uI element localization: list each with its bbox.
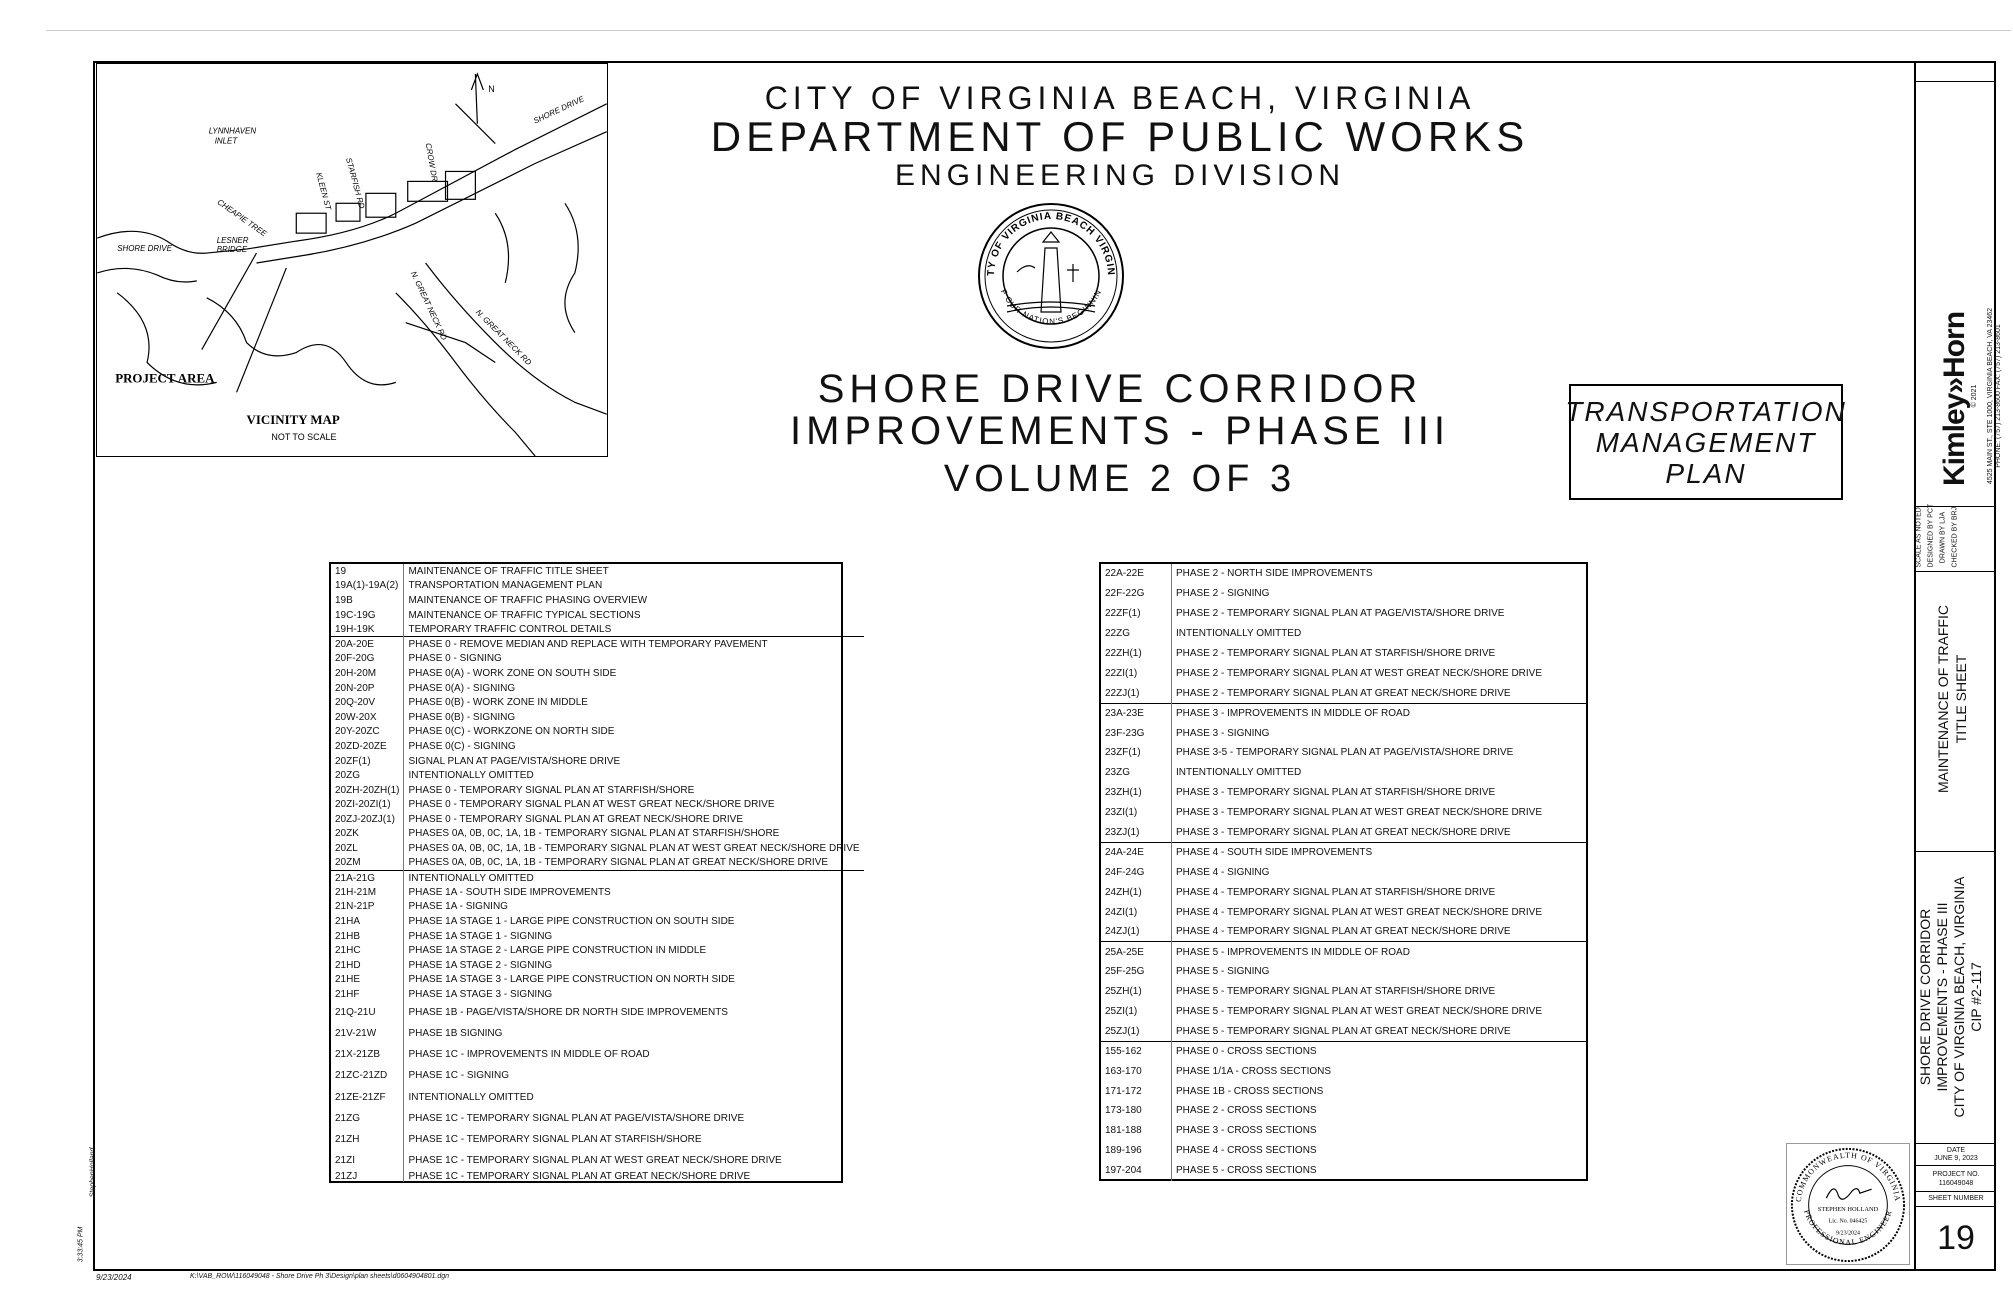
- sheet-description-cell: PHASE 1A STAGE 2 - SIGNING: [408, 959, 553, 971]
- table-row: [331, 710, 864, 725]
- sheet-description-cell: PHASE 2 - SIGNING: [1176, 588, 1270, 600]
- table-row: [1101, 1081, 1586, 1101]
- sheet-description-cell: PHASE 1C - TEMPORARY SIGNAL PLAN AT GREAT NECK/SHORE DRIVE: [408, 1171, 751, 1183]
- firm-address: 4525 MAIN ST., STE 1000, VIRGINIA BEACH, VA 23462: [1987, 307, 1994, 485]
- project-area-label: PROJECT AREA: [115, 370, 215, 386]
- sheet-number-cell: 19A(1)-19A(2): [331, 579, 404, 594]
- project-title-line2: IMPROVEMENTS - PHASE III: [789, 409, 1451, 453]
- sheet-number-cell: 23ZF(1): [1101, 743, 1172, 763]
- table-row: [1101, 942, 1586, 962]
- sheet-number-cell: 21V-21W: [331, 1023, 404, 1044]
- sheet-number-cell: 21HF: [331, 987, 404, 1002]
- tmp-line3: PLAN: [1665, 457, 1747, 489]
- table-row: [1101, 763, 1586, 783]
- table-row: [331, 885, 864, 900]
- sheet-number-cell: 19B: [331, 593, 404, 608]
- checked-by: CHECKED BY BRJ: [1951, 506, 1959, 568]
- table-row: [331, 593, 864, 608]
- sheet-number-cell: 23ZH(1): [1101, 783, 1172, 803]
- sheet-description-cell: PHASE 5 - IMPROVEMENTS IN MIDDLE OF ROAD: [1172, 942, 1587, 962]
- sheet-description-cell: PHASE 3 - TEMPORARY SIGNAL PLAN AT STARFISH/SHORE DRIVE: [1176, 787, 1496, 799]
- sheet-description-cell: PHASE 3 - SIGNING: [1176, 727, 1270, 739]
- sheet-description-cell: PHASE 1B SIGNING: [408, 1028, 503, 1040]
- table-row: [331, 637, 864, 652]
- sheet-number-cell: 20ZJ-20ZJ(1): [331, 812, 404, 827]
- sheet-number-cell: 23ZG: [1101, 763, 1172, 783]
- sheet-number-cell: 23ZJ(1): [1101, 823, 1172, 843]
- sheet-number-cell: 20ZL: [331, 841, 404, 856]
- table-row: [1101, 1101, 1586, 1121]
- table-row: [331, 783, 864, 798]
- vicinity-map-drawing: [97, 64, 607, 456]
- sheet-description-cell: PHASE 2 - CROSS SECTIONS: [1176, 1105, 1317, 1117]
- sheet-description-cell: PHASE 1A STAGE 2 - LARGE PIPE CONSTRUCTION IN MIDDLE: [408, 945, 707, 957]
- sheet-number-cell: 20ZG: [331, 768, 404, 783]
- table-row: [331, 1087, 864, 1108]
- table-row: [1101, 982, 1586, 1002]
- sheet-number-cell: 21H-21M: [331, 885, 404, 900]
- table-row: [1101, 584, 1586, 604]
- sheet-description-cell: MAINTENANCE OF TRAFFIC TYPICAL SECTIONS: [408, 609, 641, 621]
- sheet-description-cell: PHASE 3 - TEMPORARY SIGNAL PLAN AT GREAT NECK/SHORE DRIVE: [1176, 826, 1511, 838]
- footer-file-path: K:\VAB_ROW\116049048 - Shore Drive Ph 3\Design\plan sheets\d0604904801.dgn: [190, 1273, 450, 1280]
- sheet-index-left: [329, 562, 860, 1183]
- sheet-description-cell: PHASE 0 - REMOVE MEDIAN AND REPLACE WITH TEMPORARY PAVEMENT: [404, 637, 864, 652]
- sheet-description-cell: PHASE 0(B) - WORK ZONE IN MIDDLE: [408, 697, 588, 709]
- table-row: [1101, 703, 1586, 723]
- sheet-number-cell: 21Q-21U: [331, 1002, 404, 1023]
- sheet-description-cell: PHASES 0A, 0B, 0C, 1A, 1B - TEMPORARY SIGNAL PLAN AT GREAT NECK/SHORE DRIVE: [408, 857, 829, 869]
- sheet-number-cell: 21ZG: [331, 1108, 404, 1129]
- sheet-description-cell: INTENTIONALLY OMITTED: [1176, 767, 1302, 779]
- map-label-kleen: KLEEN ST: [314, 171, 333, 212]
- sheet-description-cell: INTENTIONALLY OMITTED: [1176, 628, 1302, 640]
- scale-label: SCALE AS NOTED: [1915, 507, 1923, 568]
- sheet-description-cell: PHASE 4 - SOUTH SIDE IMPROVEMENTS: [1172, 842, 1587, 862]
- sheet-description-cell: PHASE 1A STAGE 1 - SIGNING: [408, 930, 553, 942]
- sheet-description-cell: PHASE 0(C) - WORKZONE ON NORTH SIDE: [408, 726, 615, 738]
- sheet-description-cell: PHASE 1C - TEMPORARY SIGNAL PLAN AT WEST GREAT NECK/SHORE DRIVE: [408, 1155, 782, 1167]
- sheet-description-cell: PHASE 1A STAGE 3 - LARGE PIPE CONSTRUCTION ON NORTH SIDE: [408, 974, 735, 986]
- sheet-number-cell: 21ZJ: [331, 1171, 404, 1182]
- pe-seal-lic: Lic. No. 046425: [1828, 1218, 1868, 1225]
- table-row: [1101, 723, 1586, 743]
- sheet-description-cell: PHASE 0 - TEMPORARY SIGNAL PLAN AT GREAT NECK/SHORE DRIVE: [408, 813, 744, 825]
- sheet-description-cell: PHASE 3 - IMPROVEMENTS IN MIDDLE OF ROAD: [1172, 703, 1587, 723]
- tb-project-line4: CIP #2-117: [1968, 962, 1984, 1032]
- table-row: [331, 579, 864, 594]
- sheet-number-cell: 19H-19K: [331, 622, 404, 637]
- sheet-number-cell: 21HC: [331, 943, 404, 958]
- sheet-index-right-table: [1101, 564, 1586, 1181]
- svg-text:PROFESSIONAL ENGINEER: [1802, 1209, 1894, 1247]
- table-row: [1101, 922, 1586, 942]
- sheet-number-cell: 25ZI(1): [1101, 1002, 1172, 1022]
- sheet-description-cell: PHASES 0A, 0B, 0C, 1A, 1B - TEMPORARY SIGNAL PLAN AT STARFISH/SHORE: [408, 828, 780, 840]
- table-row: [1101, 902, 1586, 922]
- tb-project-line1: SHORE DRIVE CORRIDOR: [1917, 908, 1933, 1086]
- sheet-number-cell: 20ZK: [331, 827, 404, 842]
- sheet-title-line2: TITLE SHEET: [1953, 654, 1969, 744]
- map-label-shore-drive-east: SHORE DRIVE: [532, 94, 586, 126]
- table-row: [331, 1023, 864, 1044]
- tmp-line2: MANAGEMENT: [1595, 426, 1817, 458]
- footer-date: 9/23/2024: [96, 1273, 132, 1282]
- table-row: [1101, 663, 1586, 683]
- sheet-number-cell: 20W-20X: [331, 710, 404, 725]
- sheet-number-cell: 21HB: [331, 929, 404, 944]
- table-row: [1101, 823, 1586, 843]
- table-row: [331, 943, 864, 958]
- firm-copyright: © 2021: [1971, 384, 1978, 408]
- side-time: 3:33:45 PM: [77, 1226, 85, 1263]
- sheet-number-cell: 171-172: [1101, 1081, 1172, 1101]
- sheet-number-cell: 21ZH: [331, 1129, 404, 1150]
- sheet-number-cell: 20F-20G: [331, 652, 404, 667]
- north-arrow-label: N: [488, 83, 495, 94]
- project-no-label: PROJECT NO.: [1932, 1171, 1980, 1178]
- table-row: [1101, 1002, 1586, 1022]
- table-row: [331, 798, 864, 813]
- sheet-number-cell: 197-204: [1101, 1161, 1172, 1181]
- table-row: [331, 856, 864, 871]
- date-label: DATE: [1946, 1147, 1966, 1154]
- map-label-cheapie: CHEAPIE TREE: [215, 197, 269, 239]
- sheet-description-cell: PHASE 1A - SIGNING: [408, 901, 508, 913]
- professional-engineer-seal: [1786, 1143, 1910, 1265]
- sheet-description-cell: PHASE 1A STAGE 1 - LARGE PIPE CONSTRUCTION ON SOUTH SIDE: [408, 916, 735, 928]
- map-label-bridge: BRIDGE: [216, 245, 248, 255]
- sheet-number-cell: 22ZG: [1101, 624, 1172, 644]
- sheet-description-cell: PHASE 1B - CROSS SECTIONS: [1176, 1085, 1324, 1097]
- sheet-number-cell: 24F-24G: [1101, 862, 1172, 882]
- sheet-description-cell: TRANSPORTATION MANAGEMENT PLAN: [408, 580, 603, 592]
- sheet-number-cell: 20ZF(1): [331, 754, 404, 769]
- sheet-number-cell: 22ZF(1): [1101, 604, 1172, 624]
- table-row: [1101, 624, 1586, 644]
- sheet-description-cell: PHASE 1C - TEMPORARY SIGNAL PLAN AT PAGE/VISTA/SHORE DRIVE: [408, 1112, 745, 1124]
- sheet-number-cell: 22ZI(1): [1101, 663, 1172, 683]
- vicinity-map: [96, 63, 608, 457]
- sheet-number: 19: [1937, 1219, 1975, 1257]
- city-seal-top-text: TY OF VIRGINIA BEACH VIRGIN: [985, 210, 1117, 277]
- sheet-description-cell: PHASE 5 - CROSS SECTIONS: [1176, 1165, 1317, 1177]
- table-row: [1101, 1061, 1586, 1081]
- sheet-description-cell: PHASE 0(A) - WORK ZONE ON SOUTH SIDE: [408, 667, 617, 679]
- city-seal-bottom-text: F OUR NATION'S BEGINNIN: [998, 287, 1104, 327]
- designed-by: DESIGNED BY PCT: [1927, 503, 1935, 568]
- sheet-description-cell: PHASE 0(B) - SIGNING: [408, 711, 516, 723]
- sheet-description-cell: PHASE 3 - CROSS SECTIONS: [1176, 1125, 1317, 1137]
- sheet-description-cell: PHASE 5 - TEMPORARY SIGNAL PLAN AT WEST GREAT NECK/SHORE DRIVE: [1176, 1006, 1543, 1018]
- sheet-description-cell: PHASE 3 - TEMPORARY SIGNAL PLAN AT WEST GREAT NECK/SHORE DRIVE: [1176, 807, 1543, 819]
- sheet-description-cell: SIGNAL PLAN AT PAGE/VISTA/SHORE DRIVE: [408, 755, 621, 767]
- pe-seal-ring-bottom: PROFESSIONAL ENGINEER: [1802, 1208, 1894, 1247]
- table-row: [1101, 1041, 1586, 1061]
- map-label-lynnhaven: LYNNHAVEN: [208, 126, 257, 136]
- table-row: [331, 841, 864, 856]
- table-row: [1101, 743, 1586, 763]
- sheet-description-cell: PHASE 0 - SIGNING: [408, 653, 502, 665]
- sheet-description-cell: PHASE 1C - SIGNING: [408, 1070, 510, 1082]
- table-row: [1101, 604, 1586, 624]
- pe-seal-name: STEPHEN HOLLAND: [1817, 1205, 1879, 1213]
- sheet-description-cell: INTENTIONALLY OMITTED: [404, 870, 864, 885]
- table-row: [1101, 1121, 1586, 1141]
- table-row: [1101, 644, 1586, 664]
- sheet-description-cell: PHASE 1C - IMPROVEMENTS IN MIDDLE OF ROAD: [408, 1049, 650, 1061]
- sheet-number-label: SHEET NUMBER: [1928, 1195, 1984, 1202]
- sheet-title-line1: MAINTENANCE OF TRAFFIC: [1935, 605, 1951, 793]
- sheet-number-cell: 21ZI: [331, 1150, 404, 1171]
- sheet-number-cell: 22A-22E: [1101, 564, 1172, 584]
- svg-text:CITY OF VIRGINIA BEACH VIRGINI: [977, 202, 1116, 276]
- sheet-description-cell: PHASE 0(A) - SIGNING: [408, 682, 516, 694]
- sheet-number-cell: 22ZH(1): [1101, 644, 1172, 664]
- table-row: [331, 1044, 864, 1065]
- sheet-number-cell: 20N-20P: [331, 681, 404, 696]
- sheet-description-cell: PHASE 1C - TEMPORARY SIGNAL PLAN AT STARFISH/SHORE: [408, 1134, 702, 1146]
- sheet-description-cell: TEMPORARY TRAFFIC CONTROL DETAILS: [408, 623, 612, 635]
- map-label-great-neck-north: N. GREAT NECK RD: [408, 269, 449, 342]
- map-label-starfish: STARFISH RD: [344, 156, 367, 210]
- city-seal-icon: [977, 202, 1125, 350]
- sheet-number-cell: 155-162: [1101, 1041, 1172, 1061]
- sheet-description-cell: PHASE 4 - SIGNING: [1176, 866, 1270, 878]
- sheet-number-cell: 21X-21ZB: [331, 1044, 404, 1065]
- sheet-number-cell: 173-180: [1101, 1101, 1172, 1121]
- vicinity-map-title: VICINITY MAP: [246, 412, 340, 428]
- sheet-index-left-table: [331, 564, 864, 1182]
- map-label-great-neck: N. GREAT NECK RD: [473, 307, 534, 368]
- sheet-number-cell: 20ZM: [331, 856, 404, 871]
- signature-mark: [1826, 1189, 1871, 1200]
- sheet-description-cell: PHASE 2 - TEMPORARY SIGNAL PLAN AT WEST GREAT NECK/SHORE DRIVE: [1176, 667, 1543, 679]
- sheet-number-cell: 21ZE-21ZF: [331, 1087, 404, 1108]
- title-block: [1914, 61, 2002, 1271]
- map-label-inlet: INLET: [214, 136, 238, 146]
- side-user: StephenHolland: [89, 1147, 97, 1198]
- sheet-number-cell: 181-188: [1101, 1121, 1172, 1141]
- sheet-number-cell: 20Y-20ZC: [331, 725, 404, 740]
- table-row: [331, 914, 864, 929]
- sheet-description-cell: PHASE 5 - SIGNING: [1176, 966, 1270, 978]
- sheet-number-cell: 23F-23G: [1101, 723, 1172, 743]
- sheet-description-cell: PHASE 1A STAGE 3 - SIGNING: [408, 989, 553, 1001]
- sheet-description-cell: PHASE 0 - TEMPORARY SIGNAL PLAN AT STARFISH/SHORE: [408, 784, 695, 796]
- sheet-description-cell: PHASES 0A, 0B, 0C, 1A, 1B - TEMPORARY SIGNAL PLAN AT WEST GREAT NECK/SHORE DRIVE: [408, 843, 860, 855]
- project-title-line1: SHORE DRIVE CORRIDOR: [817, 367, 1423, 411]
- sheet-description-cell: PHASE 0(C) - SIGNING: [408, 740, 516, 752]
- table-row: [331, 987, 864, 1002]
- table-row: [331, 666, 864, 681]
- vicinity-map-subtitle: NOT TO SCALE: [271, 432, 337, 443]
- sheet-number-cell: 24ZJ(1): [1101, 922, 1172, 942]
- header-department: DEPARTMENT OF PUBLIC WORKS: [710, 113, 1530, 160]
- table-row: [331, 900, 864, 915]
- table-row: [1101, 962, 1586, 982]
- table-row: [1101, 1141, 1586, 1161]
- map-label-shore-drive-west: SHORE DRIVE: [117, 244, 172, 254]
- sheet-description-cell: PHASE 5 - TEMPORARY SIGNAL PLAN AT STARFISH/SHORE DRIVE: [1176, 986, 1496, 998]
- table-row: [331, 1002, 864, 1023]
- sheet-description-cell: PHASE 2 - NORTH SIDE IMPROVEMENTS: [1176, 568, 1373, 580]
- sheet-number-cell: 21HA: [331, 914, 404, 929]
- city-seal: [977, 202, 1125, 350]
- table-row: [331, 1065, 864, 1086]
- sheet-description-cell: PHASE 3-5 - TEMPORARY SIGNAL PLAN AT PAGE/VISTA/SHORE DRIVE: [1176, 747, 1514, 759]
- sheet-number-cell: 20H-20M: [331, 666, 404, 681]
- sheet-number-cell: 24ZH(1): [1101, 882, 1172, 902]
- tmp-line1: TRANSPORTATION: [1565, 395, 1847, 427]
- table-row: [331, 1150, 864, 1171]
- table-row: [331, 725, 864, 740]
- table-row: [331, 1129, 864, 1150]
- header-division: ENGINEERING DIVISION: [894, 159, 1346, 192]
- sheet-index-right: [1099, 562, 1588, 1181]
- table-row: [331, 958, 864, 973]
- sheet-description-cell: PHASE 1B - PAGE/VISTA/SHORE DR NORTH SIDE IMPROVEMENTS: [408, 1006, 728, 1018]
- table-row: [331, 608, 864, 623]
- table-row: [331, 695, 864, 710]
- table-row: [331, 622, 864, 637]
- sheet-number-cell: 23A-23E: [1101, 703, 1172, 723]
- table-row: [1101, 882, 1586, 902]
- sheet-number-cell: 189-196: [1101, 1141, 1172, 1161]
- pe-seal-icon: [1787, 1144, 1909, 1264]
- sheet-number-cell: 20ZI-20ZI(1): [331, 798, 404, 813]
- sheet-number-cell: 25A-25E: [1101, 942, 1172, 962]
- table-row: [331, 739, 864, 754]
- sheet-number-cell: 20A-20E: [331, 637, 404, 652]
- sheet-number-cell: 20ZD-20ZE: [331, 739, 404, 754]
- table-row: [331, 652, 864, 667]
- sheet-description-cell: INTENTIONALLY OMITTED: [408, 1091, 534, 1103]
- table-row: [1101, 1161, 1586, 1181]
- firm-phone: PHONE: (757) 213-8600 FAX: (757) 213-8601: [1995, 324, 2002, 468]
- sheet-description-cell: PHASE 4 - TEMPORARY SIGNAL PLAN AT STARFISH/SHORE DRIVE: [1176, 886, 1496, 898]
- sheet-number-cell: 21HE: [331, 973, 404, 988]
- sheet-description-cell: PHASE 4 - CROSS SECTIONS: [1176, 1145, 1317, 1157]
- sheet-description-cell: PHASE 2 - TEMPORARY SIGNAL PLAN AT PAGE/VISTA/SHORE DRIVE: [1176, 608, 1505, 620]
- sheet-description-cell: PHASE 2 - TEMPORARY SIGNAL PLAN AT GREAT NECK/SHORE DRIVE: [1176, 687, 1511, 699]
- sheet-number-cell: 21A-21G: [331, 870, 404, 885]
- sheet-description-cell: PHASE 2 - TEMPORARY SIGNAL PLAN AT STARFISH/SHORE DRIVE: [1176, 648, 1496, 659]
- sheet-description-cell: PHASE 4 - TEMPORARY SIGNAL PLAN AT GREAT NECK/SHORE DRIVE: [1176, 926, 1511, 938]
- table-row: [1101, 564, 1586, 584]
- table-row: [1101, 803, 1586, 823]
- table-row: [1101, 683, 1586, 703]
- table-row: [331, 768, 864, 783]
- sheet-description-cell: PHASE 5 - TEMPORARY SIGNAL PLAN AT GREAT NECK/SHORE DRIVE: [1176, 1025, 1511, 1037]
- sheet-description-cell: MAINTENANCE OF TRAFFIC TITLE SHEET: [408, 565, 609, 577]
- header-city: CITY OF VIRGINIA BEACH, VIRGINIA: [764, 80, 1476, 116]
- table-row: [331, 973, 864, 988]
- sheet-description-cell: PHASE 4 - TEMPORARY SIGNAL PLAN AT WEST GREAT NECK/SHORE DRIVE: [1176, 906, 1543, 918]
- date-value: JUNE 9, 2023: [1934, 1155, 1978, 1162]
- project-no-value: 116049048: [1938, 1180, 1974, 1187]
- pe-seal-ring-top: COMMONWEALTH OF VIRGINIA: [1793, 1150, 1903, 1203]
- sheet-description-cell: PHASE 1A - SOUTH SIDE IMPROVEMENTS: [408, 886, 611, 898]
- drawn-by: DRAWN BY LJA: [1939, 511, 1947, 564]
- map-label-crow: CROW DR: [423, 142, 440, 183]
- table-row: [331, 929, 864, 944]
- sheet-description-cell: MAINTENANCE OF TRAFFIC PHASING OVERVIEW: [408, 594, 648, 606]
- map-label-lesner: LESNER: [216, 236, 249, 246]
- table-row: [331, 1108, 864, 1129]
- tb-project-line2: IMPROVEMENTS - PHASE III: [1934, 902, 1950, 1092]
- sheet-number-cell: 20Q-20V: [331, 695, 404, 710]
- table-row: [331, 754, 864, 769]
- tb-project-line3: CITY OF VIRGINIA BEACH, VIRGINIA: [1951, 876, 1967, 1118]
- sheet-number-cell: 22ZJ(1): [1101, 683, 1172, 703]
- table-row: [1101, 862, 1586, 882]
- pe-seal-date: 9/23/2024: [1836, 1230, 1860, 1237]
- sheet-number-cell: 19: [331, 564, 404, 579]
- table-row: [331, 564, 864, 579]
- sheet-number-cell: 24A-24E: [1101, 842, 1172, 862]
- sheet-number-cell: 20ZH-20ZH(1): [331, 783, 404, 798]
- sheet-number-cell: 24ZI(1): [1101, 902, 1172, 922]
- table-row: [331, 681, 864, 696]
- table-row: [1101, 842, 1586, 862]
- project-volume: VOLUME 2 OF 3: [943, 458, 1297, 500]
- sheet-number-cell: 163-170: [1101, 1061, 1172, 1081]
- table-row: [331, 870, 864, 885]
- table-row: [331, 1171, 864, 1182]
- sheet-description-cell: PHASE 1/1A - CROSS SECTIONS: [1176, 1065, 1332, 1077]
- transportation-management-plan-box: [1565, 384, 1847, 500]
- sheet-number-cell: 21HD: [331, 958, 404, 973]
- firm-logo: Kimley»Horn: [1938, 311, 1971, 487]
- sheet-number-cell: 25ZH(1): [1101, 982, 1172, 1002]
- sheet-description-cell: PHASE 0 - TEMPORARY SIGNAL PLAN AT WEST GREAT NECK/SHORE DRIVE: [408, 799, 775, 811]
- sheet-number-cell: 19C-19G: [331, 608, 404, 623]
- sheet-description-cell: INTENTIONALLY OMITTED: [408, 770, 534, 782]
- sheet-number-cell: 23ZI(1): [1101, 803, 1172, 823]
- sheet-number-cell: 21N-21P: [331, 900, 404, 915]
- sheet-description-cell: PHASE 0 - CROSS SECTIONS: [1172, 1041, 1587, 1061]
- table-row: [1101, 1021, 1586, 1041]
- table-row: [331, 812, 864, 827]
- sheet-number-cell: 21ZC-21ZD: [331, 1065, 404, 1086]
- sheet-number-cell: 25ZJ(1): [1101, 1021, 1172, 1041]
- table-row: [1101, 783, 1586, 803]
- table-row: [331, 827, 864, 842]
- sheet-number-cell: 25F-25G: [1101, 962, 1172, 982]
- sheet-number-cell: 22F-22G: [1101, 584, 1172, 604]
